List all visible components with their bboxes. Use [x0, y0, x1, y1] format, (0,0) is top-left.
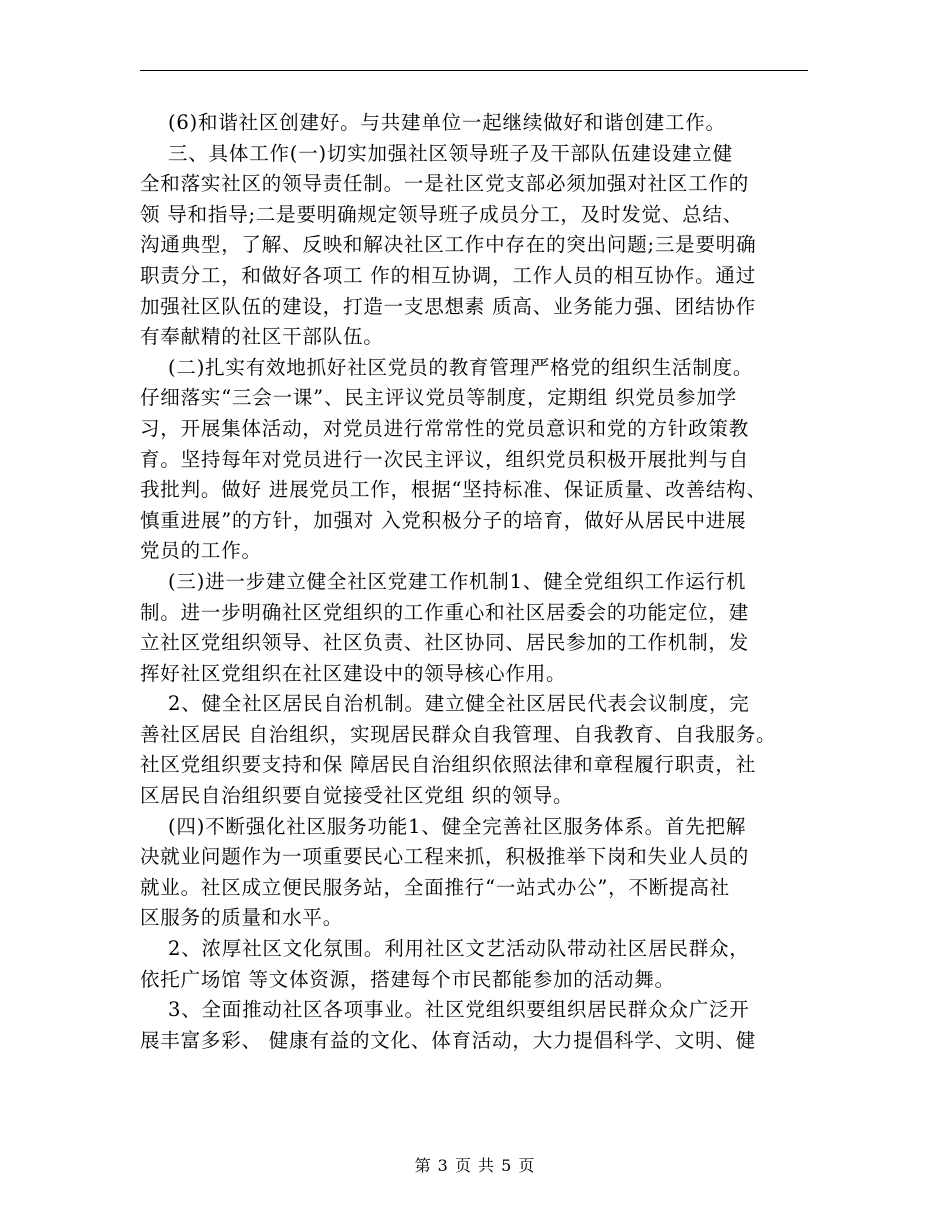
text-line: 2、浓厚社区文化氛围。利用社区文艺活动队带动社区居民群众，: [140, 937, 750, 961]
text-line: 领 导和指导;二是要明确规定领导班子成员分工，及时发觉、总结、: [140, 202, 744, 226]
text-line: 沟通典型，了解、反映和解决社区工作中存在的突出问题;三是要明确: [140, 233, 757, 257]
text-line: 区服务的质量和水平。: [140, 906, 344, 930]
text-line: 职责分工，和做好各项工 作的相互协调，工作人员的相互协作。通过: [140, 263, 756, 287]
text-line: 仔细落实“三会一课”、民主评议党员等制度，定期组 织党员参加学: [140, 386, 737, 410]
body-text: [140, 108, 820, 1056]
text-line: 2、健全社区居民自治机制。建立健全社区居民代表会议制度，完: [140, 692, 750, 716]
header-rule: [140, 70, 808, 71]
text-line: 3、全面推动社区各项事业。社区党组织要组织居民群众众广泛开: [140, 998, 750, 1022]
text-line: 立社区党组织领导、社区负责、社区协同、居民参加的工作机制，发: [140, 631, 750, 655]
text-line: 挥好社区党组织在社区建设中的领导核心作用。: [140, 661, 567, 685]
text-line: (四)不断强化社区服务功能1、健全完善社区服务体系。首先把解: [140, 814, 747, 838]
text-line: 三、具体工作(一)切实加强社区领导班子及干部队伍建设建立健: [140, 141, 733, 165]
page-number-footer: 第 3 页 共 5 页: [414, 1156, 536, 1175]
text-line: 慎重进展”的方针，加强对 入党积极分子的培育，做好从居民中进展: [140, 508, 747, 532]
text-line: 决就业问题作为一项重要民心工程来抓，积极推举下岗和失业人员的: [140, 845, 750, 869]
text-line: 我批判。做好 进展党员工作，根据“坚持标准、保证质量、改善结构、: [140, 478, 767, 502]
text-line: 区居民自治组织要自觉接受社区党组 织的领导。: [140, 784, 574, 808]
text-line: 展丰富多彩、 健康有益的文化、体育活动，大力提倡科学、文明、健: [140, 1028, 756, 1052]
text-line: 制。进一步明确社区党组织的工作重心和社区居委会的功能定位，建: [140, 600, 750, 624]
text-line: 全和落实社区的领导责任制。一是社区党支部必须加强对社区工作的: [140, 172, 750, 196]
text-line: 依托广场馆 等文体资源，搭建每个市民都能参加的活动舞。: [140, 967, 675, 991]
text-line: 有奉献精的社区干部队伍。: [140, 325, 384, 349]
text-line: (二)扎实有效地抓好社区党员的教育管理严格党的组织生活制度。: [140, 355, 754, 379]
text-line: 党员的工作。: [140, 539, 262, 563]
text-line: 就业。社区成立便民服务站，全面推行“一站式办公”，不断提高社: [140, 875, 730, 899]
text-line: 加强社区队伍的建设，打造一支思想素 质高、业务能力强、团结协作: [140, 294, 756, 318]
text-line: (三)进一步建立健全社区党建工作机制1、健全党组织工作运行机: [140, 569, 747, 593]
text-line: 善社区居民 自治组织，实现居民群众自我管理、自我教育、自我服务。: [140, 722, 777, 746]
text-line: 习，开展集体活动，对党员进行常常性的党员意识和党的方针政策教: [140, 416, 750, 440]
text-line: (6)和谐社区创建好。与共建单位一起继续做好和谐创建工作。: [140, 111, 726, 134]
text-line: 社区党组织要支持和保 障居民自治组织依照法律和章程履行职责，社: [140, 753, 756, 777]
text-line: 育。坚持每年对党员进行一次民主评议，组织党员积极开展批判与自: [140, 447, 750, 471]
